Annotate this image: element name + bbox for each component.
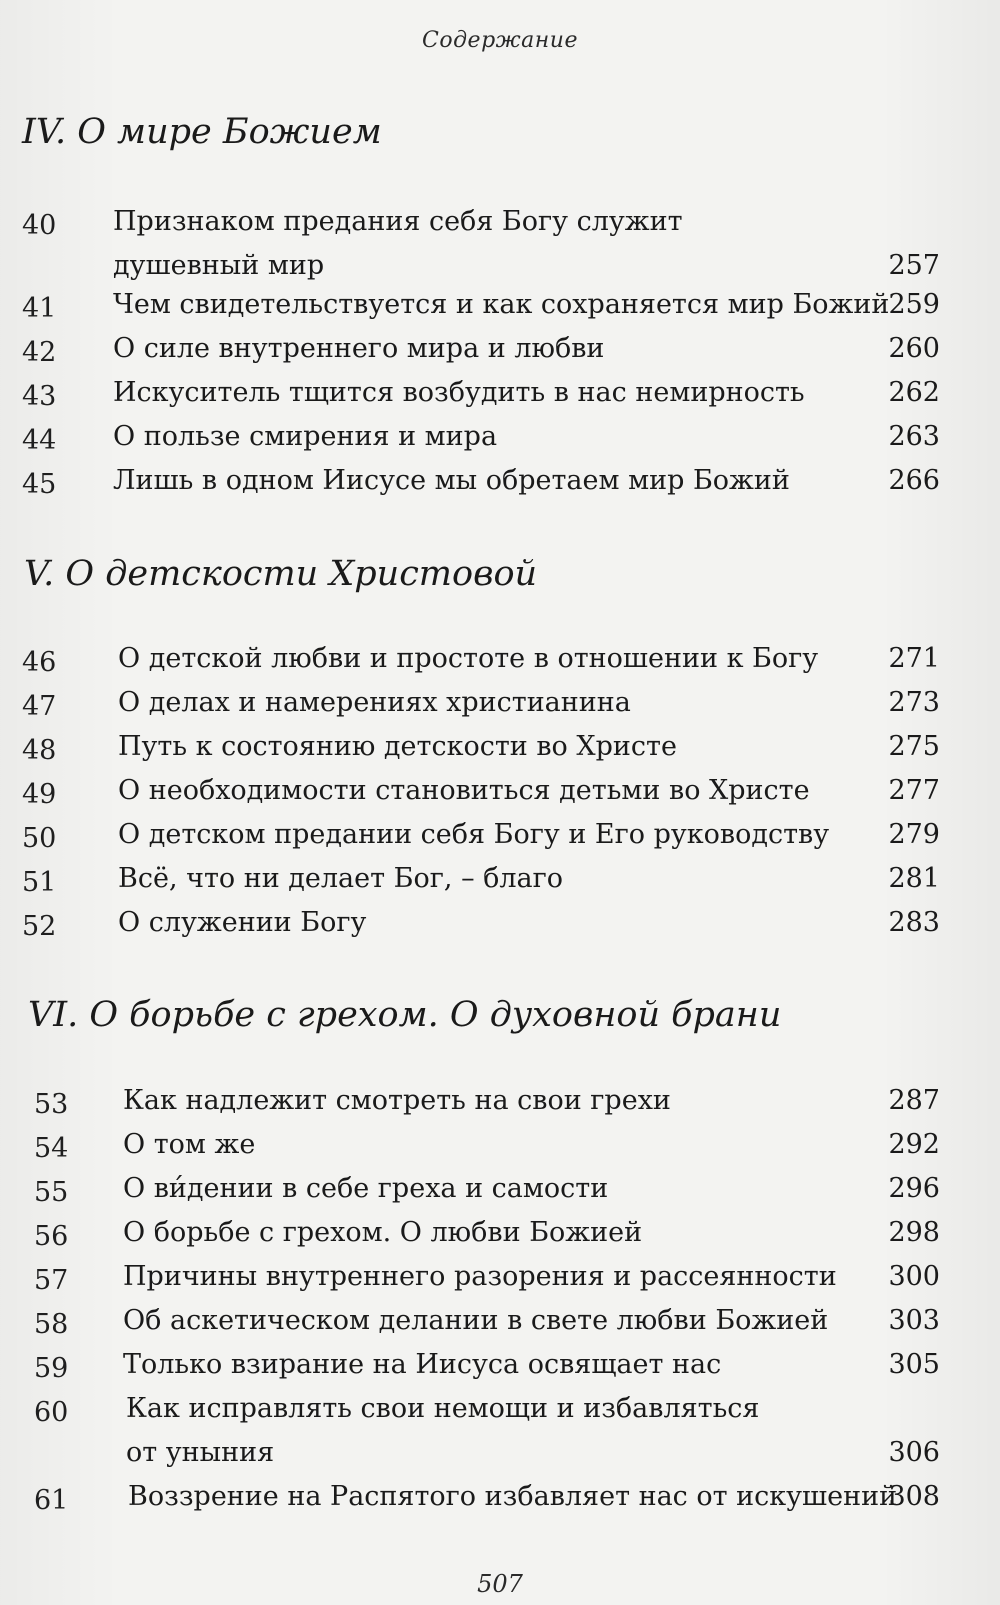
entry-number: 46	[22, 647, 57, 678]
entry-page-number: 303	[888, 1305, 940, 1336]
toc-entry	[0, 1305, 1000, 1349]
entry-title: Лишь в одном Иисусе мы обретаем мир Божий	[113, 465, 790, 496]
entry-page-number: 260	[888, 333, 940, 364]
entry-number: 43	[22, 381, 57, 412]
toc-entry	[0, 1261, 1000, 1305]
toc-entry	[0, 863, 1000, 907]
entry-title: О борьбе с грехом. О любви Божией	[123, 1217, 643, 1248]
entry-title: Об аскетическом делании в свете любви Божией	[123, 1305, 829, 1336]
entry-page-number: 305	[888, 1349, 940, 1380]
entry-page-number: 277	[888, 775, 940, 806]
entry-number: 47	[22, 691, 57, 722]
toc-entry	[0, 1393, 1000, 1481]
entry-number: 53	[34, 1089, 69, 1120]
toc-entry	[0, 289, 1000, 333]
toc-entry	[0, 421, 1000, 465]
entry-title: О силе внутреннего мира и любви	[113, 333, 605, 364]
entry-title-continued: душевный мир	[113, 250, 325, 281]
entry-title: Всё, что ни делает Бог, – благо	[118, 863, 564, 894]
entry-title: Искуситель тщится возбудить в нас немирность	[113, 377, 805, 408]
entry-title: Только взирание на Иисуса освящает нас	[123, 1349, 722, 1380]
entry-page-number: 263	[888, 421, 940, 452]
toc-entry	[0, 687, 1000, 731]
entry-title: О детской любви и простоте в отношении к Богу	[118, 643, 819, 674]
entry-number: 55	[34, 1177, 69, 1208]
entry-number: 41	[22, 293, 57, 324]
entry-page-number: 266	[888, 465, 940, 496]
entry-page-number: 257	[888, 250, 940, 281]
toc-entry	[0, 1129, 1000, 1173]
toc-entry	[0, 643, 1000, 687]
entry-number: 48	[22, 735, 57, 766]
entry-number: 49	[22, 779, 57, 810]
running-head: Содержание	[422, 28, 578, 53]
entry-number: 42	[22, 337, 57, 368]
entry-number: 52	[22, 911, 57, 942]
entry-page-number: 271	[888, 643, 940, 674]
toc-entry	[0, 1349, 1000, 1393]
toc-entry	[0, 206, 1000, 294]
toc-entry	[0, 819, 1000, 863]
entry-page-number: 262	[888, 377, 940, 408]
entry-number: 40	[22, 210, 57, 241]
toc-entry	[0, 377, 1000, 421]
entry-title-continued: от уныния	[126, 1437, 275, 1468]
section-title-vi: VI. О борьбе с грехом. О духовной брани	[28, 995, 782, 1035]
entry-number: 44	[22, 425, 57, 456]
entry-title: Воззрение на Распятого избавляет нас от искушений	[128, 1481, 898, 1512]
entry-page-number: 300	[888, 1261, 940, 1292]
entry-number: 51	[22, 867, 57, 898]
entry-title: О служении Богу	[118, 907, 367, 938]
entry-title: Причины внутреннего разорения и рассеянности	[123, 1261, 837, 1292]
entry-title: О пользе смирения и мира	[113, 421, 498, 452]
entry-page-number: 259	[888, 289, 940, 320]
entry-page-number: 306	[888, 1437, 940, 1468]
entry-title: О делах и намерениях христианина	[118, 687, 631, 718]
entry-number: 59	[34, 1353, 69, 1384]
entry-title: Чем свидетельствуется и как сохраняется мир Божий	[113, 289, 890, 320]
entry-page-number: 308	[888, 1481, 940, 1512]
entry-number: 60	[34, 1397, 69, 1428]
entry-title: О детском предании себя Богу и Его руководству	[118, 819, 830, 850]
toc-entry	[0, 333, 1000, 377]
toc-entry	[0, 775, 1000, 819]
toc-entry	[0, 1085, 1000, 1129]
entry-title: Признаком предания себя Богу служит	[113, 206, 683, 237]
entry-page-number: 283	[888, 907, 940, 938]
entry-number: 58	[34, 1309, 69, 1340]
entry-page-number: 275	[888, 731, 940, 762]
entry-title: Как надлежит смотреть на свои грехи	[123, 1085, 671, 1116]
entry-page-number: 273	[888, 687, 940, 718]
section-title-v: V. О детскости Христовой	[24, 554, 538, 594]
entry-page-number: 292	[888, 1129, 940, 1160]
entry-page-number: 279	[888, 819, 940, 850]
entry-title: О ви́дении в себе греха и самости	[123, 1173, 609, 1204]
entry-title: Как исправлять свои немощи и избавляться	[126, 1393, 760, 1424]
entry-number: 54	[34, 1133, 69, 1164]
toc-entry	[0, 1481, 1000, 1525]
entry-title: Путь к состоянию детскости во Христе	[118, 731, 677, 762]
toc-entry	[0, 465, 1000, 509]
toc-entry	[0, 1173, 1000, 1217]
entry-title: О необходимости становиться детьми во Христе	[118, 775, 810, 806]
entry-page-number: 298	[888, 1217, 940, 1248]
entry-number: 57	[34, 1265, 69, 1296]
page-number-folio: 507	[477, 1570, 523, 1598]
entry-page-number: 287	[888, 1085, 940, 1116]
entry-page-number: 281	[888, 863, 940, 894]
entry-page-number: 296	[888, 1173, 940, 1204]
entry-title: О том же	[123, 1129, 256, 1160]
section-title-iv: IV. О мире Божием	[22, 112, 382, 152]
entry-number: 50	[22, 823, 57, 854]
entry-number: 56	[34, 1221, 69, 1252]
entry-number: 45	[22, 469, 57, 500]
toc-entry	[0, 1217, 1000, 1261]
toc-entry	[0, 731, 1000, 775]
entry-number: 61	[34, 1485, 69, 1516]
toc-entry	[0, 907, 1000, 951]
